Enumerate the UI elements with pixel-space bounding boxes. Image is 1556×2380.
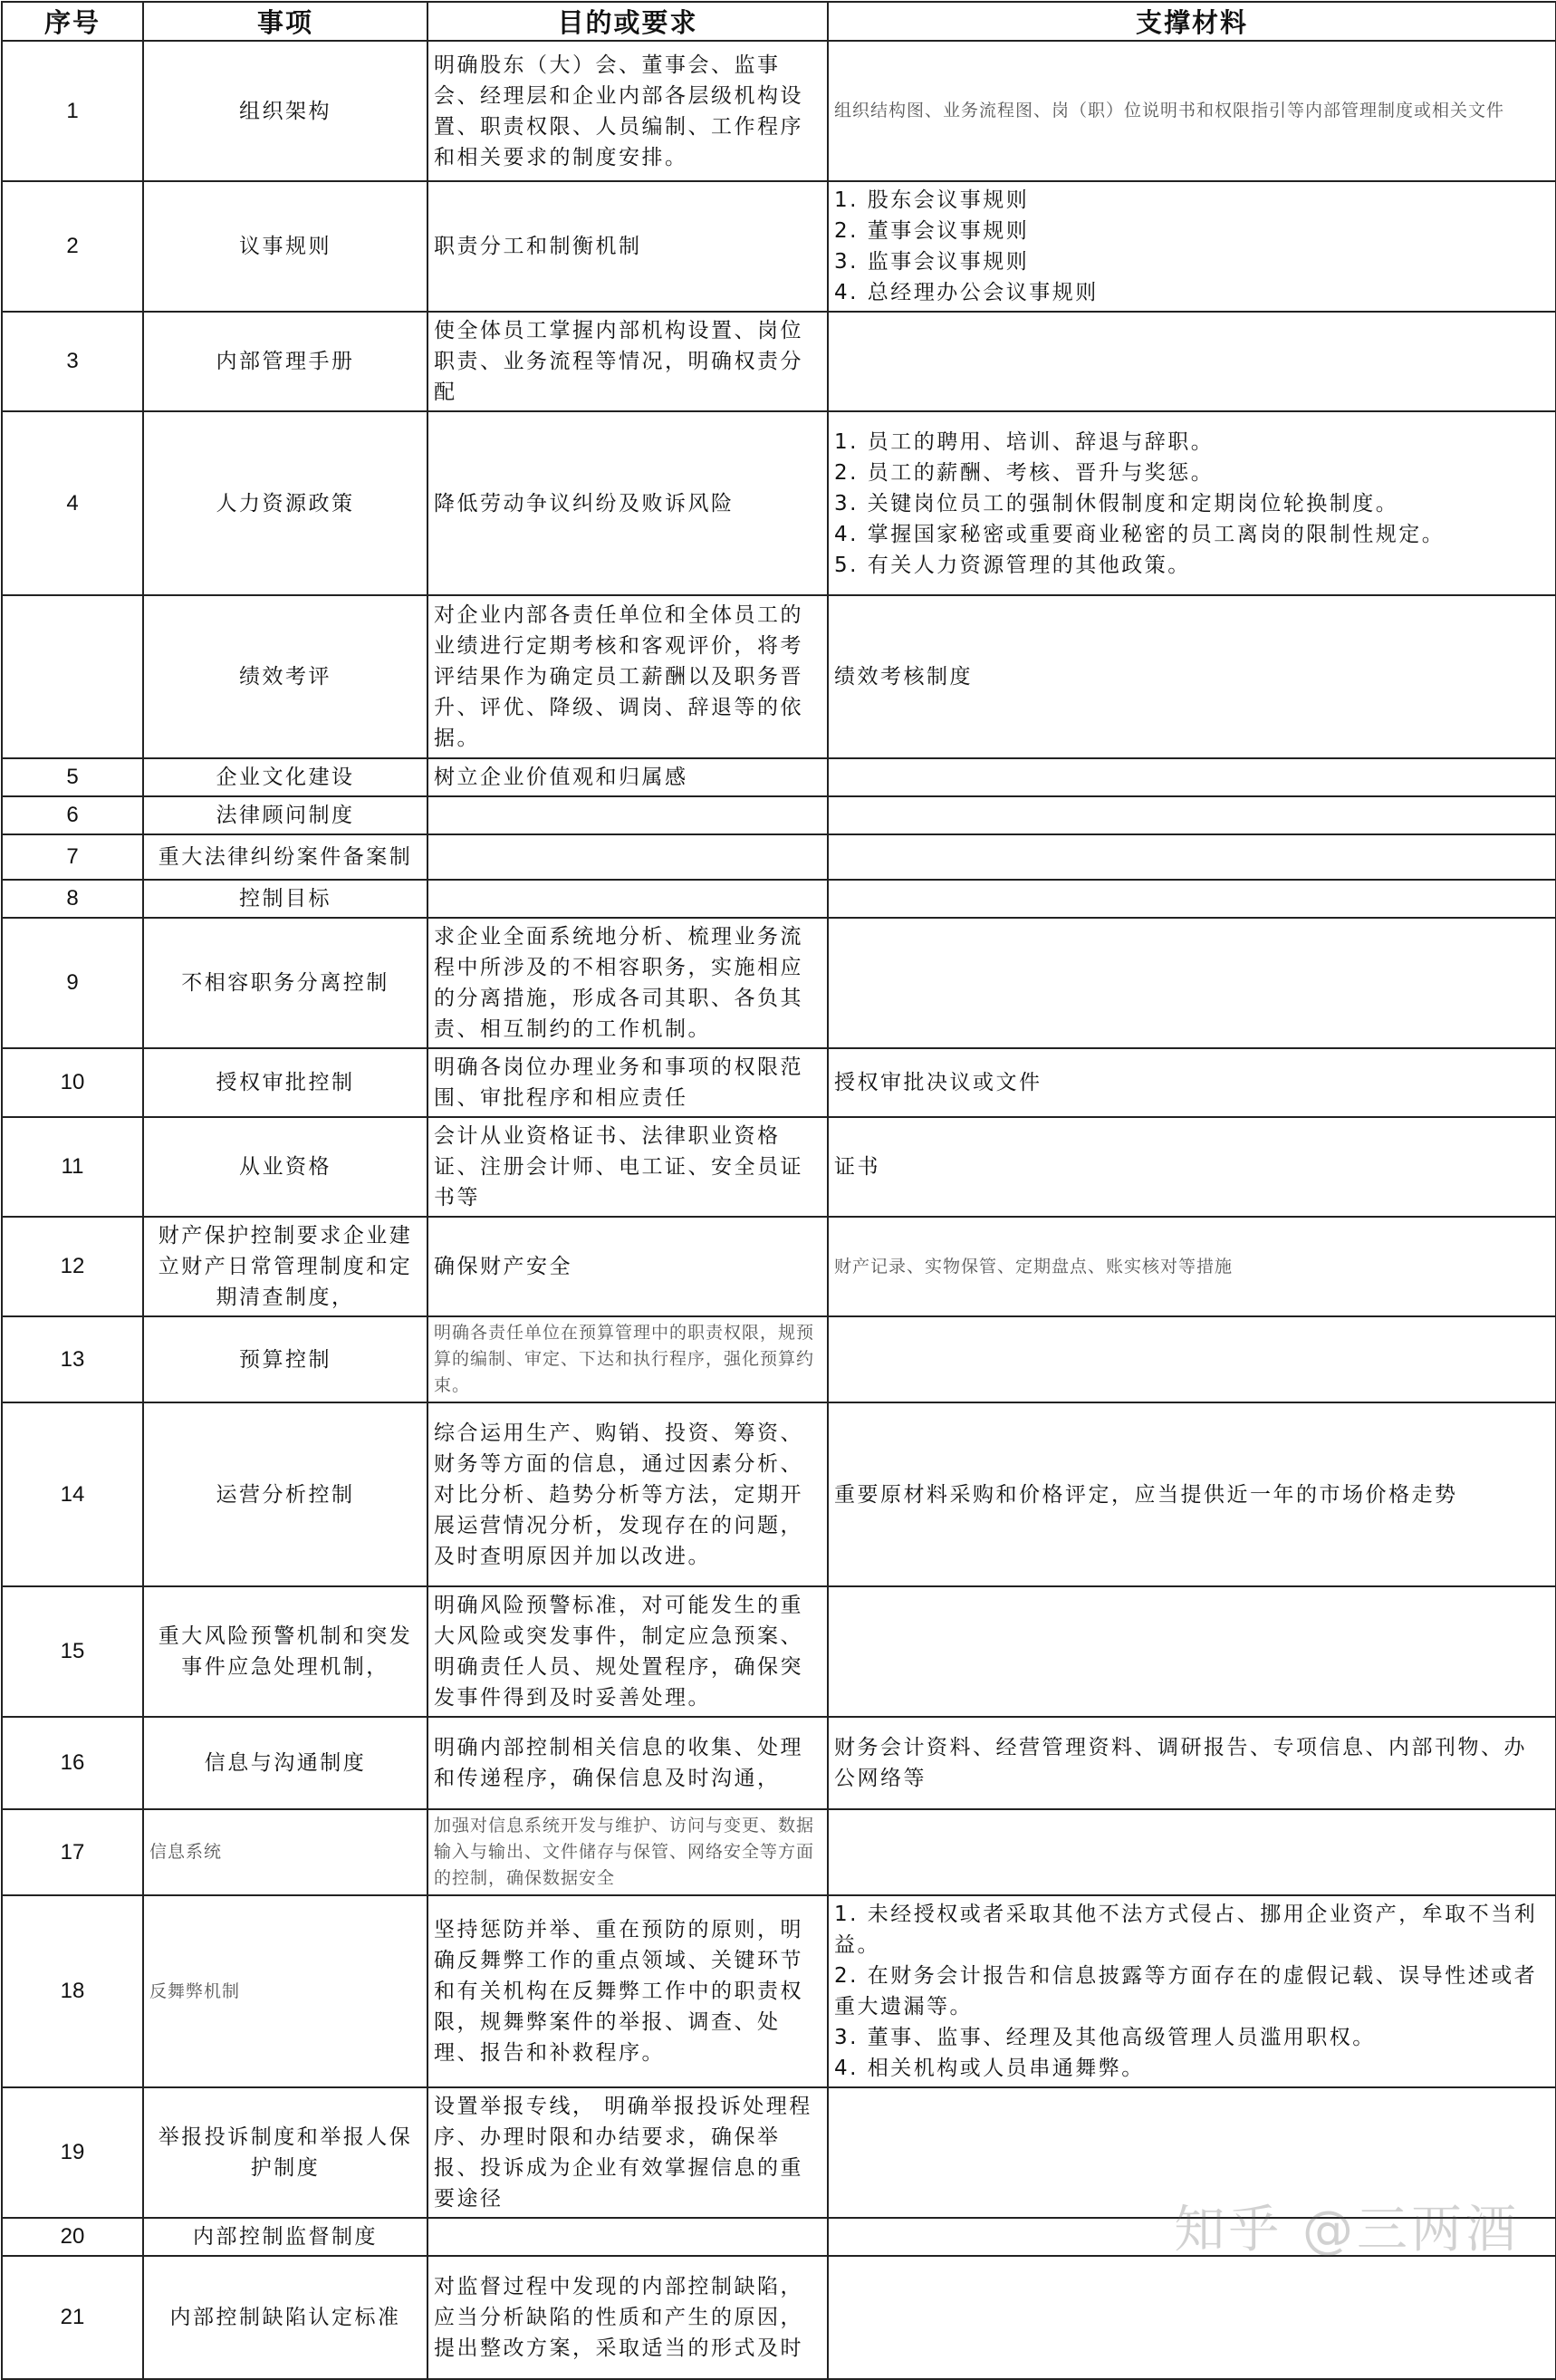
row-index: 9 bbox=[2, 918, 143, 1048]
row-item: 内部控制缺陷认定标准 bbox=[143, 2256, 427, 2379]
row-support bbox=[828, 1717, 1556, 1809]
row-goal: 明确各责任单位在预算管理中的职责权限，规预算的编制、审定、下达和执行程序，强化预算约束。 bbox=[427, 1316, 828, 1402]
row-item: 绩效考评 bbox=[143, 595, 427, 758]
row-index: 19 bbox=[2, 2087, 143, 2218]
support-line: 2. 在财务会计报告和信息披露等方面存在的虚假记载、误导性述或者重大遗漏等。 bbox=[834, 1964, 1538, 2019]
row-support bbox=[828, 181, 1556, 312]
row-index: 17 bbox=[2, 1809, 143, 1895]
row-support bbox=[828, 1402, 1556, 1586]
row-item: 重大法律纠纷案件备案制 bbox=[143, 834, 427, 880]
row-item: 信息与沟通制度 bbox=[143, 1717, 427, 1809]
table-row bbox=[2, 595, 1556, 758]
support-line: 2. 员工的薪酬、考核、晋升与奖惩。 bbox=[834, 460, 1215, 485]
row-support bbox=[828, 880, 1556, 918]
support-line: 4. 总经理办公会议事规则 bbox=[834, 281, 1099, 304]
row-support bbox=[828, 1048, 1556, 1117]
row-goal: 设置举报专线， 明确举报投诉处理程序、办理时限和办结要求，确保举报、投诉成为企业有效掌握信息的重要途径 bbox=[427, 2087, 828, 2218]
row-goal: 明确内部控制相关信息的收集、处理和传递程序，确保信息及时沟通， bbox=[427, 1717, 828, 1809]
table-row bbox=[2, 1895, 1556, 2087]
support-line: 财务会计资料、经营管理资料、调研报告、专项信息、内部刊物、办公网络等 bbox=[834, 1736, 1527, 1790]
row-index: 1 bbox=[2, 41, 143, 181]
table-row bbox=[2, 41, 1556, 181]
row-item: 授权审批控制 bbox=[143, 1048, 427, 1117]
table-row bbox=[2, 1048, 1556, 1117]
row-goal bbox=[427, 2218, 828, 2256]
row-index: 11 bbox=[2, 1117, 143, 1217]
row-index: 2 bbox=[2, 181, 143, 312]
table-row bbox=[2, 312, 1556, 411]
row-goal bbox=[427, 880, 828, 918]
row-item: 重大风险预警机制和突发事件应急处理机制， bbox=[143, 1586, 427, 1717]
support-line: 财产记录、实物保管、定期盘点、账实核对等措施 bbox=[834, 1256, 1234, 1277]
row-support bbox=[828, 1316, 1556, 1402]
row-goal: 职责分工和制衡机制 bbox=[427, 181, 828, 312]
support-line: 3. 董事、监事、经理及其他高级管理人员滥用职权。 bbox=[834, 2026, 1376, 2049]
row-goal: 加强对信息系统开发与维护、访问与变更、数据输入与输出、文件储存与保管、网络安全等方面的控制，确保数据安全 bbox=[427, 1809, 828, 1895]
support-line: 2. 董事会议事规则 bbox=[834, 219, 1030, 243]
table-row bbox=[2, 411, 1556, 595]
row-item: 从业资格 bbox=[143, 1117, 427, 1217]
table-row bbox=[2, 1117, 1556, 1217]
support-line: 1. 未经授权或者采取其他不法方式侵占、挪用企业资产，牟取不当利益。 bbox=[834, 1903, 1538, 1957]
row-item: 法律顾问制度 bbox=[143, 796, 427, 834]
row-index: 3 bbox=[2, 312, 143, 411]
internal-control-table bbox=[1, 1, 1556, 2380]
watermark-text: 知乎 @三两酒 bbox=[1174, 2201, 1520, 2260]
row-index: 21 bbox=[2, 2256, 143, 2379]
row-support bbox=[828, 41, 1556, 181]
row-item: 运营分析控制 bbox=[143, 1402, 427, 1586]
row-item: 财产保护控制要求企业建立财产日常管理制度和定期清查制度， bbox=[143, 1217, 427, 1316]
header-goal: 目的或要求 bbox=[427, 2, 828, 41]
row-support bbox=[828, 1895, 1556, 2087]
table-row bbox=[2, 834, 1556, 880]
table-row bbox=[2, 1717, 1556, 1809]
header-index: 序号 bbox=[2, 2, 143, 41]
table-row bbox=[2, 181, 1556, 312]
row-item: 组织架构 bbox=[143, 41, 427, 181]
row-item: 内部控制监督制度 bbox=[143, 2218, 427, 2256]
row-item: 信息系统 bbox=[143, 1809, 427, 1895]
header-support: 支撑材料 bbox=[828, 2, 1556, 41]
row-index: 7 bbox=[2, 834, 143, 880]
row-index: 10 bbox=[2, 1048, 143, 1117]
row-goal: 对企业内部各责任单位和全体员工的业绩进行定期考核和客观评价，将考评结果作为确定员工薪酬以及职务晋升、评优、降级、调岗、辞退等的依据。 bbox=[427, 595, 828, 758]
table-row bbox=[2, 2256, 1556, 2379]
row-support bbox=[828, 918, 1556, 1048]
row-goal: 确保财产安全 bbox=[427, 1217, 828, 1316]
row-item: 议事规则 bbox=[143, 181, 427, 312]
table-row bbox=[2, 1809, 1556, 1895]
table-row bbox=[2, 758, 1556, 796]
table-row bbox=[2, 1217, 1556, 1316]
row-index: 15 bbox=[2, 1586, 143, 1717]
row-item: 举报投诉制度和举报人保护制度 bbox=[143, 2087, 427, 2218]
support-line: 3. 监事会议事规则 bbox=[834, 250, 1030, 274]
row-index bbox=[2, 595, 143, 758]
row-support bbox=[828, 1117, 1556, 1217]
row-support bbox=[828, 1809, 1556, 1895]
row-index: 8 bbox=[2, 880, 143, 918]
row-support bbox=[828, 796, 1556, 834]
row-item: 内部管理手册 bbox=[143, 312, 427, 411]
row-goal: 求企业全面系统地分析、梳理业务流程中所涉及的不相容职务，实施相应的分离措施，形成各司其职、各负其责、相互制约的工作机制。 bbox=[427, 918, 828, 1048]
row-support bbox=[828, 1586, 1556, 1717]
row-index: 14 bbox=[2, 1402, 143, 1586]
row-goal: 明确风险预警标准，对可能发生的重大风险或突发事件，制定应急预案、明确责任人员、规处置程序，确保突发事件得到及时妥善处理。 bbox=[427, 1586, 828, 1717]
support-line: 绩效考核制度 bbox=[834, 665, 973, 689]
row-index: 4 bbox=[2, 411, 143, 595]
row-item: 预算控制 bbox=[143, 1316, 427, 1402]
support-line: 重要原材料采购和价格评定，应当提供近一年的市场价格走势 bbox=[834, 1482, 1458, 1507]
row-goal: 对监督过程中发现的内部控制缺陷，应当分析缺陷的性质和产生的原因，提出整改方案，采取适当的形式及时 bbox=[427, 2256, 828, 2379]
support-line: 4. 掌握国家秘密或重要商业秘密的员工离岗的限制性规定。 bbox=[834, 522, 1446, 546]
row-support bbox=[828, 758, 1556, 796]
header-item: 事项 bbox=[143, 2, 427, 41]
row-item: 企业文化建设 bbox=[143, 758, 427, 796]
support-line: 5. 有关人力资源管理的其他政策。 bbox=[834, 553, 1191, 577]
row-goal: 使全体员工掌握内部机构设置、岗位职责、业务流程等情况，明确权责分配 bbox=[427, 312, 828, 411]
table-row bbox=[2, 880, 1556, 918]
row-support bbox=[828, 1217, 1556, 1316]
table-row bbox=[2, 796, 1556, 834]
row-goal: 综合运用生产、购销、投资、筹资、财务等方面的信息，通过因素分析、对比分析、趋势分析等方法，定期开展运营情况分析，发现存在的问题，及时查明原因并加以改进。 bbox=[427, 1402, 828, 1586]
row-goal bbox=[427, 796, 828, 834]
row-index: 20 bbox=[2, 2218, 143, 2256]
support-line: 1. 股东会议事规则 bbox=[834, 188, 1030, 212]
row-support bbox=[828, 595, 1556, 758]
row-item: 人力资源政策 bbox=[143, 411, 427, 595]
row-goal bbox=[427, 834, 828, 880]
row-item: 不相容职务分离控制 bbox=[143, 918, 427, 1048]
support-line: 证书 bbox=[834, 1155, 880, 1179]
row-goal: 明确各岗位办理业务和事项的权限范围、审批程序和相应责任 bbox=[427, 1048, 828, 1117]
support-line: 3. 关键岗位员工的强制休假制度和定期岗位轮换制度。 bbox=[834, 491, 1399, 516]
row-goal: 坚持惩防并举、重在预防的原则，明确反舞弊工作的重点领域、关键环节和有关机构在反舞弊工作中的职责权限，规舞弊案件的举报、调查、处理、报告和补救程序。 bbox=[427, 1895, 828, 2087]
table-row bbox=[2, 1316, 1556, 1402]
row-index: 16 bbox=[2, 1717, 143, 1809]
table-row bbox=[2, 1402, 1556, 1586]
row-index: 13 bbox=[2, 1316, 143, 1402]
row-index: 12 bbox=[2, 1217, 143, 1316]
row-goal: 会计从业资格证书、法律职业资格证、注册会计师、电工证、安全员证书等 bbox=[427, 1117, 828, 1217]
row-index: 18 bbox=[2, 1895, 143, 2087]
table-row bbox=[2, 1586, 1556, 1717]
row-support bbox=[828, 2256, 1556, 2379]
row-item: 反舞弊机制 bbox=[143, 1895, 427, 2087]
header-row bbox=[2, 2, 1556, 41]
row-goal: 降低劳动争议纠纷及败诉风险 bbox=[427, 411, 828, 595]
row-support bbox=[828, 411, 1556, 595]
support-line: 授权审批决议或文件 bbox=[834, 1071, 1042, 1094]
table-row bbox=[2, 918, 1556, 1048]
support-line: 4. 相关机构或人员串通舞弊。 bbox=[834, 2057, 1145, 2080]
row-goal: 树立企业价值观和归属感 bbox=[427, 758, 828, 796]
row-goal: 明确股东（大）会、董事会、监事会、经理层和企业内部各层级机构设置、职责权限、人员编制、工作程序和相关要求的制度安排。 bbox=[427, 41, 828, 181]
row-index: 5 bbox=[2, 758, 143, 796]
support-line: 组织结构图、业务流程图、岗（职）位说明书和权限指引等内部管理制度或相关文件 bbox=[834, 101, 1505, 120]
support-line: 1. 员工的聘用、培训、辞退与辞职。 bbox=[834, 429, 1215, 454]
row-index: 6 bbox=[2, 796, 143, 834]
row-support bbox=[828, 312, 1556, 411]
row-item: 控制目标 bbox=[143, 880, 427, 918]
row-support bbox=[828, 834, 1556, 880]
